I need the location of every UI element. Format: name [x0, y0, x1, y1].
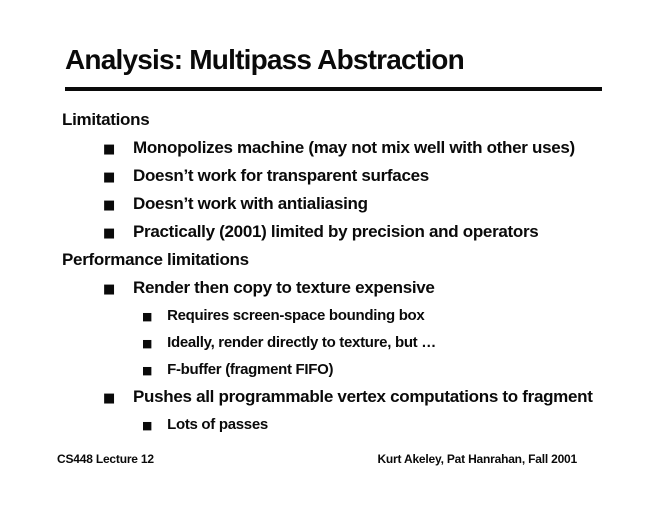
bullet-item: [0, 190, 660, 218]
square-bullet-icon: ■: [103, 198, 115, 213]
sub-bullet-item: [0, 302, 660, 329]
bullet-item: [0, 383, 660, 411]
slide-footer: [57, 452, 577, 466]
heading-text: Limitations: [62, 110, 150, 129]
bullet-item: [0, 134, 660, 162]
square-bullet-icon: ■: [142, 310, 153, 323]
sub-bullet-item: [0, 329, 660, 356]
square-bullet-icon: ■: [103, 391, 115, 406]
sub-bullet-item: [0, 356, 660, 383]
square-bullet-icon: ■: [103, 282, 115, 297]
square-bullet-icon: ■: [103, 226, 115, 241]
bullet-text: Practically (2001) limited by precision and operators: [132, 222, 539, 241]
sub-bullet-item: [0, 411, 660, 438]
bullet-text: Doesn’t work with antialiasing: [132, 194, 368, 213]
title-underline-rule: [65, 87, 602, 91]
slide-body: [0, 106, 660, 438]
heading-limitations: [0, 106, 660, 134]
square-bullet-icon: ■: [142, 337, 153, 350]
bullet-text: Doesn’t work for transparent surfaces: [132, 166, 429, 185]
bullet-item: [0, 274, 660, 302]
bullet-text: F-buffer (fragment FIFO): [167, 361, 334, 378]
heading-performance-limitations: [0, 246, 660, 274]
slide-title: Analysis: Multipass Abstraction: [65, 44, 464, 75]
bullet-text: Requires screen-space bounding box: [167, 307, 425, 324]
footer-course-label: CS448 Lecture 12: [57, 452, 154, 466]
bullet-text: Pushes all programmable vertex computations to fragment: [132, 387, 593, 406]
bullet-item: [0, 162, 660, 190]
footer-authors-label: Kurt Akeley, Pat Hanrahan, Fall 2001: [377, 452, 577, 466]
square-bullet-icon: ■: [142, 419, 153, 432]
square-bullet-icon: ■: [103, 170, 115, 185]
bullet-item: [0, 218, 660, 246]
bullet-text: Ideally, render directly to texture, but …: [167, 334, 436, 351]
bullet-text: Lots of passes: [167, 416, 268, 433]
square-bullet-icon: ■: [103, 142, 115, 157]
heading-text: Performance limitations: [62, 250, 249, 269]
bullet-text: Monopolizes machine (may not mix well with other uses): [132, 138, 575, 157]
bullet-text: Render then copy to texture expensive: [132, 278, 435, 297]
square-bullet-icon: ■: [142, 364, 153, 377]
